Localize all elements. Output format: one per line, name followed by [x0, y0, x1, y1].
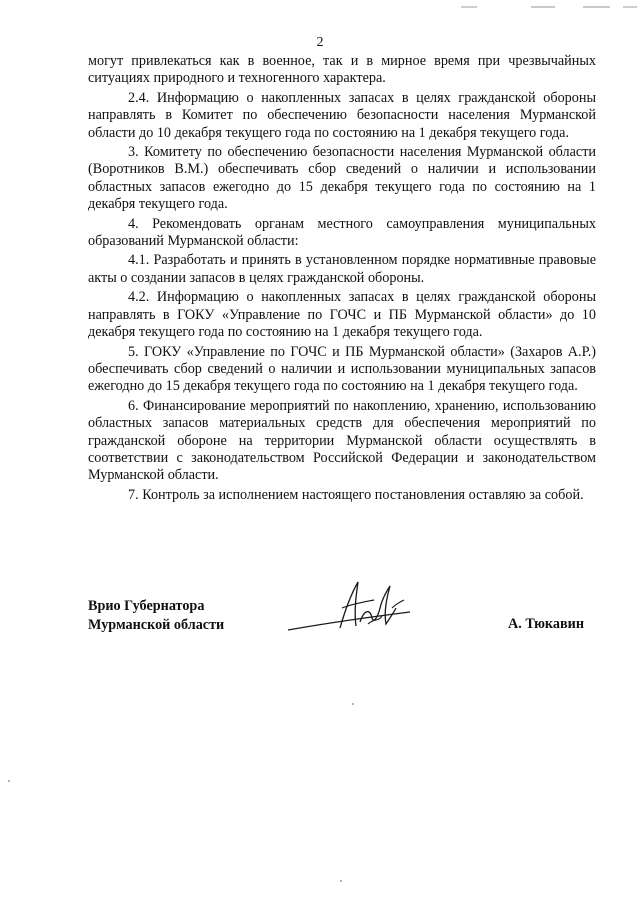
paragraph-5: 5. ГОКУ «Управление по ГОЧС и ПБ Мурманской области» (Захаров А.Р.) обеспечивать сбор сведений о наличии и использовании муниципальных запасов ежегодно до 15 декабря текущего года по состоянию на 1 декабря текущего года.: [88, 343, 596, 395]
signer-title: [88, 597, 224, 635]
paragraph-6: 6. Финансирование мероприятий по накоплению, хранению, использованию областных запасов материальных средств для обеспечения мероприятий по гражданской обороне на территории Мурманской области осуществлять в соответствии с законодательством Российской Федерации и законодательством Мурманской области.: [88, 397, 596, 484]
document-body: [88, 53, 596, 506]
scan-speck: [352, 703, 354, 705]
scan-speck: [340, 880, 342, 882]
signer-name: А. Тюкавин: [508, 616, 585, 632]
signer-title-line1: Врио Губернатора: [88, 598, 205, 614]
page-number: 2: [316, 35, 324, 50]
paragraph-7: 7. Контроль за исполнением настоящего постановления оставляю за собой.: [128, 486, 584, 503]
paragraph-continuation: могут привлекаться как в военное, так и в мирное время при чрезвычайных ситуациях природного и техногенного характера.: [88, 53, 596, 87]
paragraph-4-1: 4.1. Разработать и принять в установленном порядке нормативные правовые акты о создании запасов в целях гражданской обороны.: [88, 252, 596, 286]
paragraph-2-4: 2.4. Информацию о накопленных запасах в целях гражданской обороны направлять в Комитет по обеспечению безопасности населения Мурманской области до 10 декабря текущего года по состоянию на 1 декабря текущего года.: [88, 89, 596, 141]
signer-title-line2: Мурманской области: [88, 617, 225, 633]
scan-speck: [8, 780, 10, 782]
paragraph-4-2: 4.2. Информацию о накопленных запасах в целях гражданской обороны направлять в ГОКУ «Управление по ГОЧС и ПБ Мурманской области» до 10 декабря текущего года по состоянию на 1 декабря текущего года.: [88, 289, 596, 341]
paragraph-3: 3. Комитету по обеспечению безопасности населения Мурманской области (Воротников В.М.) обеспечивать сбор сведений о наличии и использовании областных запасов ежегодно до 15 декабря текущего года по состоянию на 1 декабря текущего года.: [88, 144, 596, 213]
scan-marks: [455, 0, 640, 18]
paragraph-4: 4. Рекомендовать органам местного самоуправления муниципальных образований Мурманской области:: [88, 215, 596, 250]
handwritten-signature: [282, 578, 422, 643]
